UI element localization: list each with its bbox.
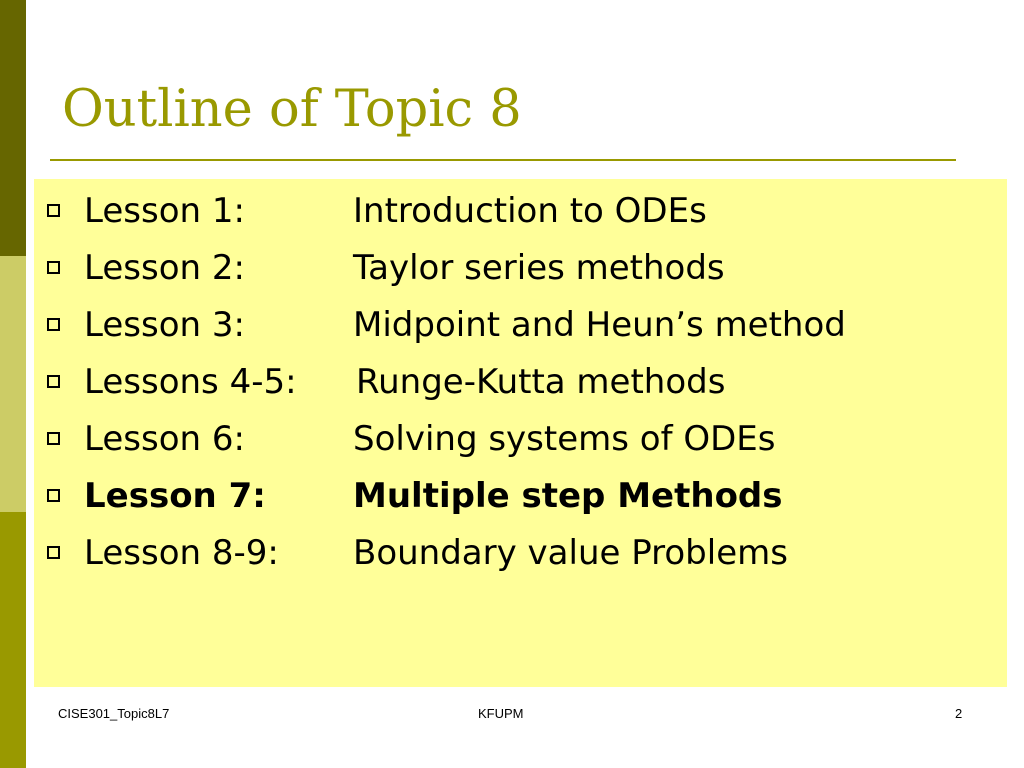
- lesson-label: Lesson 7:: [84, 476, 266, 516]
- hollow-square-bullet-icon: [47, 261, 60, 274]
- lesson-label: Lesson 6:: [84, 419, 245, 459]
- side-bar-light-segment: [0, 256, 26, 512]
- lesson-label: Lesson 3:: [84, 305, 245, 345]
- content-box: [34, 179, 1007, 687]
- hollow-square-bullet-icon: [47, 489, 60, 502]
- footer-page-number: 2: [955, 706, 963, 721]
- lesson-topic: Runge-Kutta methods: [356, 362, 726, 402]
- hollow-square-bullet-icon: [47, 204, 60, 217]
- hollow-square-bullet-icon: [47, 318, 60, 331]
- hollow-square-bullet-icon: [47, 546, 60, 559]
- list-item: [34, 523, 1007, 580]
- footer-institution: KFUPM: [478, 706, 524, 721]
- list-item: [34, 238, 1007, 295]
- list-item: [34, 295, 1007, 352]
- lesson-label: Lessons 4-5:: [84, 362, 297, 402]
- lesson-topic: Taylor series methods: [353, 248, 725, 288]
- lesson-topic: Midpoint and Heun’s method: [353, 305, 846, 345]
- lesson-topic: Boundary value Problems: [353, 533, 788, 573]
- lesson-label: Lesson 8-9:: [84, 533, 279, 573]
- slide-title: Outline of Topic 8: [62, 80, 522, 139]
- title-divider: [50, 159, 956, 161]
- hollow-square-bullet-icon: [47, 432, 60, 445]
- lesson-topic: Solving systems of ODEs: [353, 419, 776, 459]
- list-item: [34, 352, 1007, 409]
- footer-course-code: CISE301_Topic8L7: [58, 706, 170, 721]
- lesson-topic: Introduction to ODEs: [353, 191, 707, 231]
- hollow-square-bullet-icon: [47, 375, 60, 388]
- list-item: [34, 181, 1007, 238]
- list-item-current: [34, 466, 1007, 523]
- side-bar-olive-segment: [0, 512, 26, 768]
- list-item: [34, 409, 1007, 466]
- lesson-label: Lesson 2:: [84, 248, 245, 288]
- lesson-label: Lesson 1:: [84, 191, 245, 231]
- lesson-topic: Multiple step Methods: [353, 476, 783, 516]
- side-bar-dark-segment: [0, 0, 26, 256]
